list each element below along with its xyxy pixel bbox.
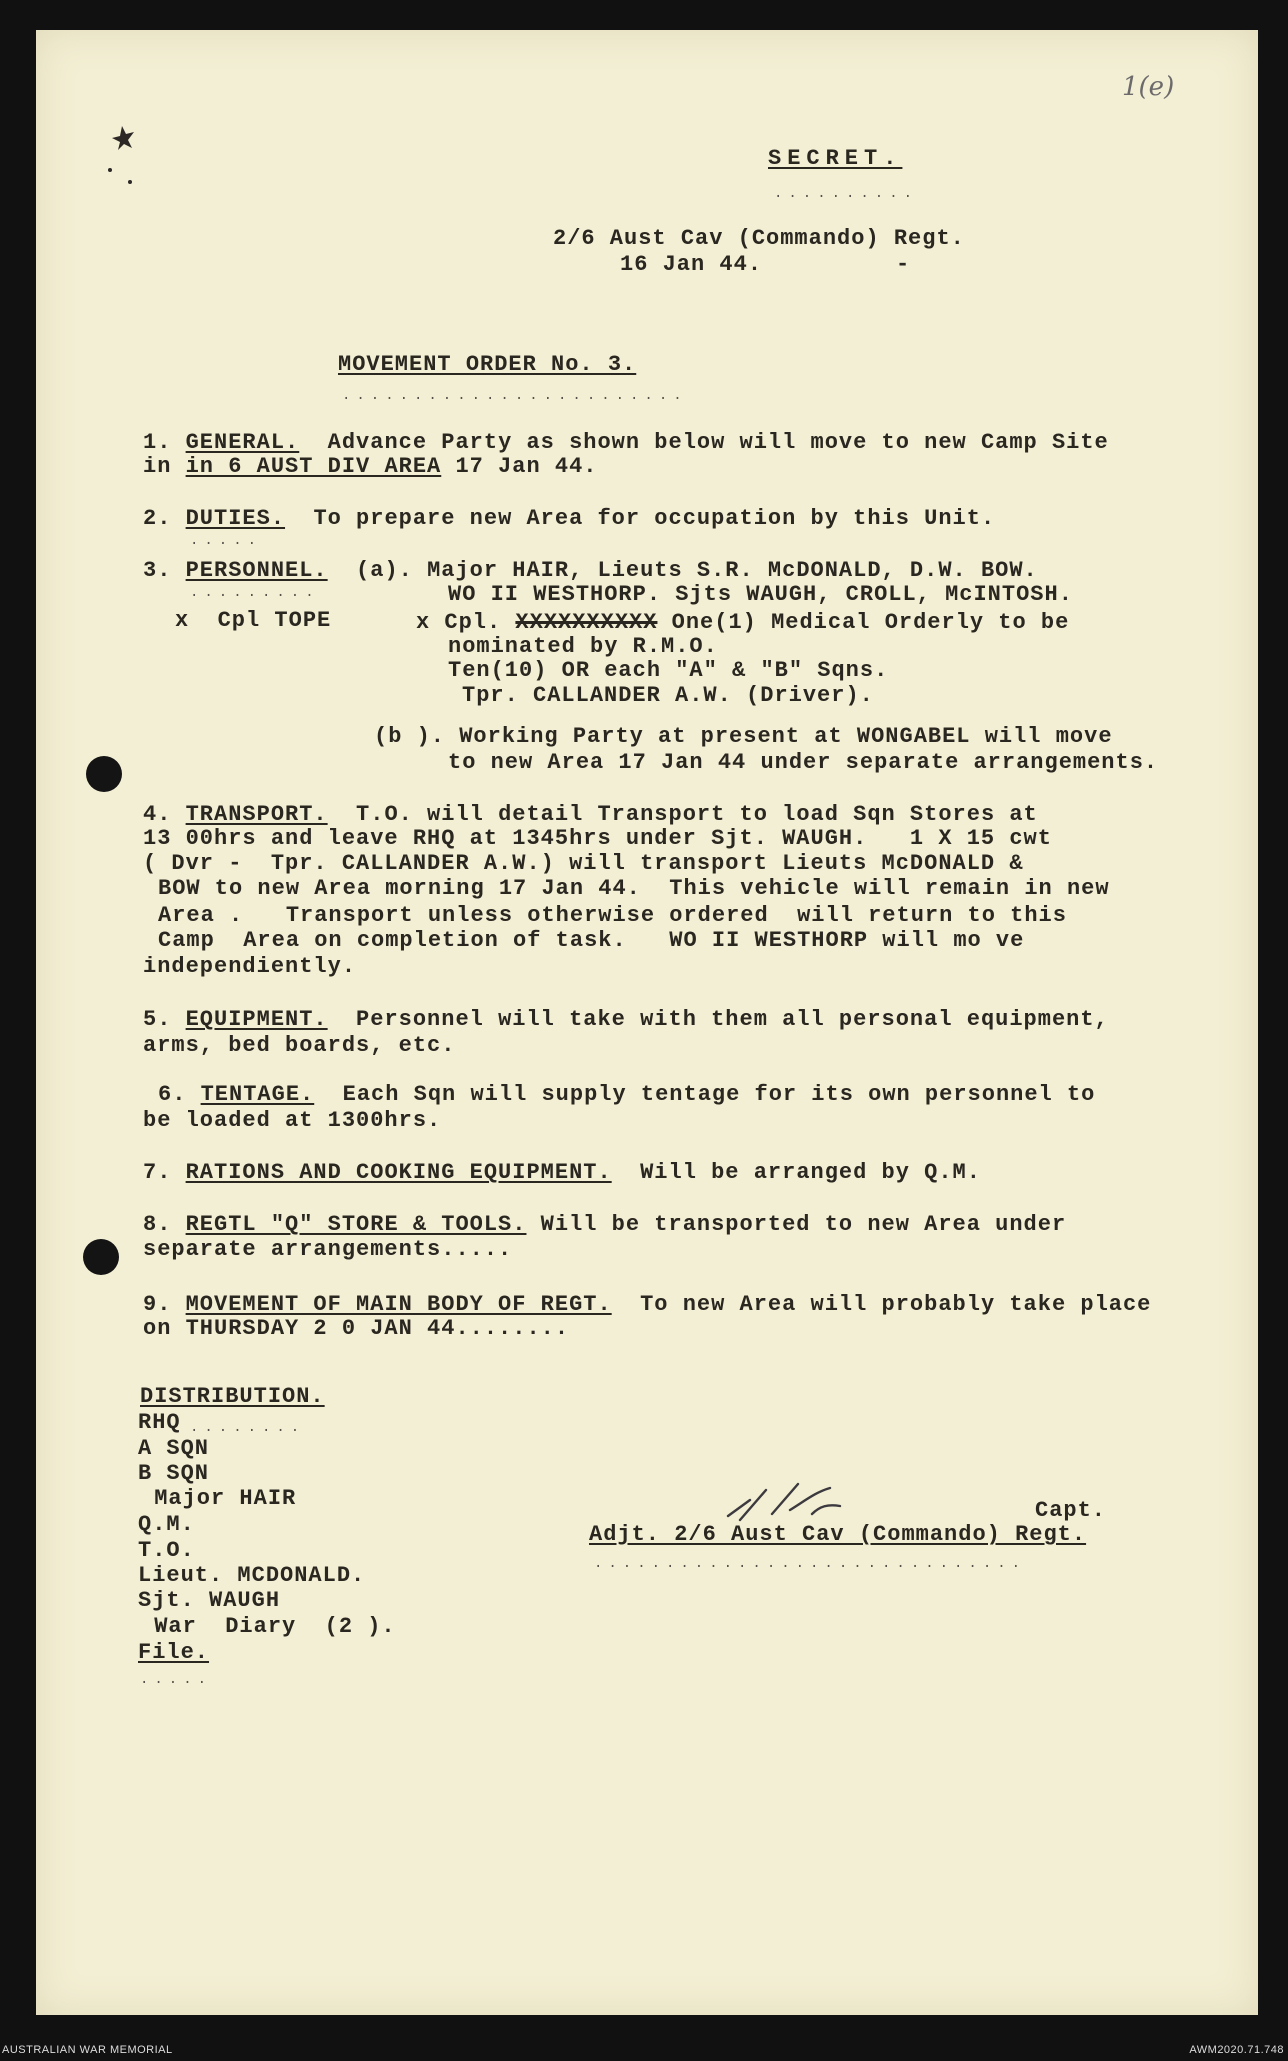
transport-line-2: 13 00hrs and leave RHQ at 1345hrs under Sjt. WAUGH. 1 X 15 cwt (143, 826, 1052, 851)
punch-hole-lower (83, 1239, 119, 1275)
item-2-duties: 2. DUTIES. To prepare new Area for occupation by this Unit. (143, 506, 996, 531)
distribution-entry: Q.M. (138, 1512, 195, 1537)
distribution-entry: War Diary (2 ). (140, 1614, 396, 1639)
date-line: 16 Jan 44. (620, 252, 763, 277)
handwritten-signature (720, 1470, 860, 1530)
ink-blot-icon (100, 120, 150, 190)
regtl-line-2: separate arrangements..... (143, 1237, 513, 1262)
item-9-main-body: 9. MOVEMENT OF MAIN BODY OF REGT. To new Area will probably take place (143, 1292, 1152, 1317)
footer-accession-number: AWM2020.71.748 (1189, 2044, 1284, 2056)
distribution-entry: Major HAIR (140, 1486, 297, 1511)
file-dots: ..... (140, 1672, 213, 1688)
personnel-line-6: Tpr. CALLANDER A.W. (Driver). (462, 683, 874, 708)
distribution-entry: File. (138, 1640, 210, 1665)
item-6-tentage: 6. TENTAGE. Each Sqn will supply tentage for its own personnel to (158, 1082, 1096, 1107)
unit-line: 2/6 Aust Cav (Commando) Regt. (553, 226, 965, 251)
personnel-b-line-2: to new Area 17 Jan 44 under separate arrangements. (448, 750, 1159, 775)
signatory-appointment: Adjt. 2/6 Aust Cav (Commando) Regt. (589, 1522, 1087, 1547)
item-heading: GENERAL. (185, 430, 300, 455)
personnel-line-3: x Cpl. XXXXXXXXXX One(1) Medical Orderly to be (416, 610, 1070, 635)
distribution-entry: B SQN (138, 1461, 210, 1486)
item-4-transport: 4. TRANSPORT. T.O. will detail Transport to load Sqn Stores at (143, 802, 1038, 827)
title-dots: ........................ (342, 388, 688, 404)
personnel-dots: ......... (190, 585, 320, 601)
personnel-b-line-1: (b ). Working Party at present at WONGABEL will move (374, 724, 1113, 749)
transport-line-6: Camp Area on completion of task. WO II WESTHORP will mo ve (158, 928, 1025, 953)
distribution-entry: A SQN (138, 1436, 210, 1461)
item-8-regtl-store: 8. REGTL "Q" STORE & TOOLS. Will be transported to new Area under (143, 1212, 1067, 1237)
transport-line-5: Area . Transport unless otherwise ordered will return to this (158, 903, 1067, 928)
punch-hole-upper (86, 756, 122, 792)
distribution-dots: ........ (190, 1420, 306, 1436)
movement-line-2: on THURSDAY 2 0 JAN 44........ (143, 1316, 570, 1341)
duties-dots: ..... (190, 533, 263, 549)
transport-line-7: independiently. (143, 954, 357, 979)
footer-institution: AUSTRALIAN WAR MEMORIAL (2, 2044, 173, 2056)
equipment-line-2: arms, bed boards, etc. (143, 1033, 456, 1058)
document-title: MOVEMENT ORDER No. 3. (338, 352, 637, 377)
distribution-entry: Lieut. MCDONALD. (138, 1563, 366, 1588)
personnel-margin-note: x Cpl TOPE (175, 608, 332, 633)
pencil-annotation: 1(e) (1122, 72, 1175, 102)
item-number: 1. (143, 430, 172, 455)
date-dash: - (896, 252, 911, 277)
signatory-rank: Capt. (1035, 1498, 1107, 1523)
classification-dots: .......... (774, 186, 919, 202)
personnel-line-2: WO II WESTHORP. Sjts WAUGH, CROLL, McINTOSH. (448, 582, 1073, 607)
tentage-line-2: be loaded at 1300hrs. (143, 1108, 442, 1133)
personnel-line-5: Ten(10) OR each "A" & "B" Sqns. (448, 658, 889, 683)
distribution-entry: Sjt. WAUGH (138, 1588, 281, 1613)
item-1-general: 1. GENERAL. Advance Party as shown below will move to new Camp Site (143, 430, 1109, 455)
distribution-heading: DISTRIBUTION. (140, 1384, 325, 1409)
distribution-entry: T.O. (138, 1538, 195, 1563)
item-3-personnel: 3. PERSONNEL. (a). Major HAIR, Lieuts S.R. McDONALD, D.W. BOW. (143, 558, 1038, 583)
transport-line-3: ( Dvr - Tpr. CALLANDER A.W.) will transport Lieuts McDONALD & (143, 851, 1024, 876)
personnel-line-4: nominated by R.M.O. (448, 634, 718, 659)
transport-line-4: BOW to new Area morning 17 Jan 44. This vehicle will remain in new (158, 876, 1110, 901)
distribution-entry: RHQ (138, 1410, 181, 1435)
classification-heading: SECRET. (768, 146, 903, 171)
item-5-equipment: 5. EQUIPMENT. Personnel will take with them all personal equipment, (143, 1007, 1109, 1032)
item-1-line-2: in in 6 AUST DIV AREA 17 Jan 44. (143, 454, 598, 479)
signature-dots: .............................. (594, 1556, 1027, 1572)
item-7-rations: 7. RATIONS AND COOKING EQUIPMENT. Will be arranged by Q.M. (143, 1160, 981, 1185)
